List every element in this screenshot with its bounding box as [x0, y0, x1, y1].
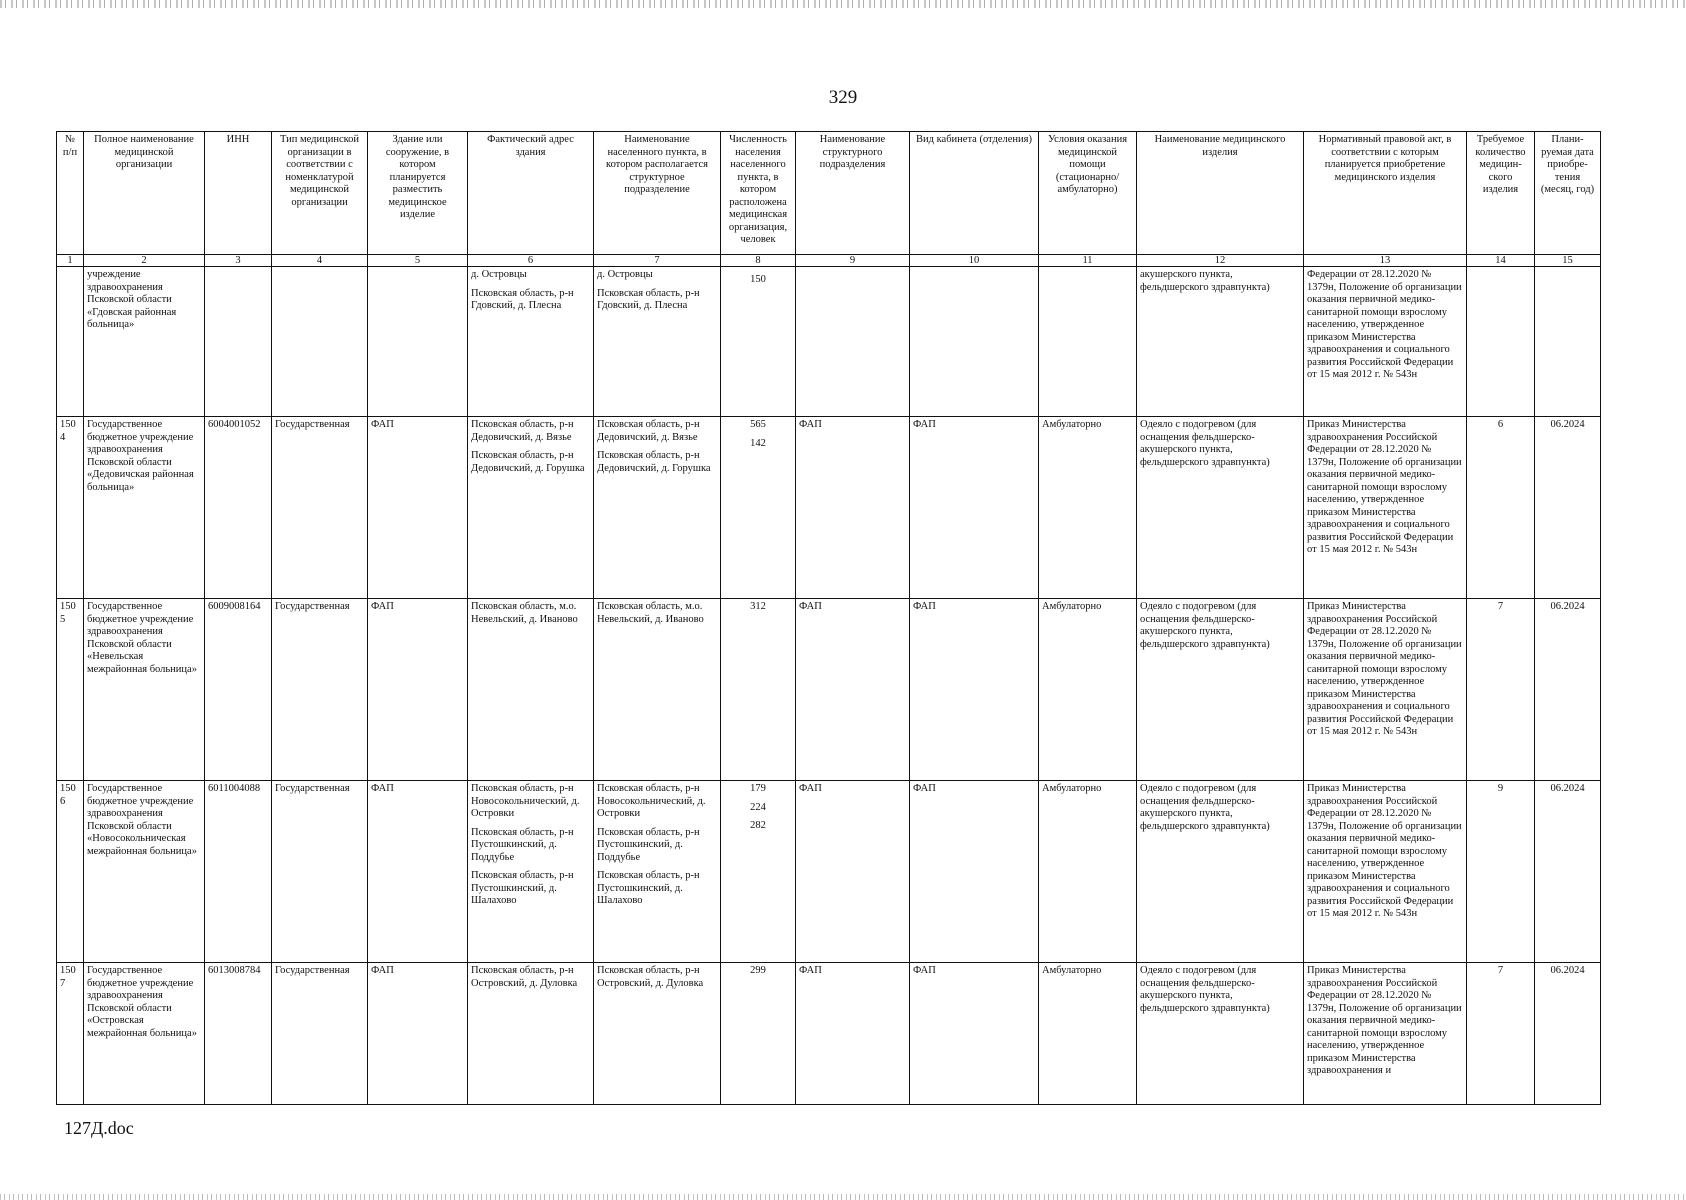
- header-row: [57, 132, 1601, 255]
- settlement-block: д. Островцы: [597, 269, 653, 280]
- header-cell: Фактический адрес здания: [468, 132, 594, 255]
- inn-cell: [205, 267, 272, 417]
- building-cell: ФАП: [368, 963, 468, 1105]
- cabinet-cell: [910, 267, 1039, 417]
- row-number-cell: 1506: [57, 781, 84, 963]
- table-row: [57, 781, 1601, 963]
- address-cell: [468, 781, 594, 963]
- population-value: 179: [750, 783, 766, 794]
- unit-cell: ФАП: [796, 963, 910, 1105]
- inn-cell: 6011004088: [205, 781, 272, 963]
- legal-act-cell: Федерации от 28.12.2020 № 1379н, Положение об организации оказания первичной медико-санитарной помощи взрослому населению, утвержденное приказом Министерства здравоохранения и социального развития Российской Федерации от 15 мая 2012 г. № 543н: [1304, 267, 1467, 417]
- table-row: [57, 963, 1601, 1105]
- conditions-cell: Амбулаторно: [1039, 781, 1137, 963]
- purchase-date-cell: 06.2024: [1535, 781, 1601, 963]
- population-value: 142: [750, 437, 766, 449]
- header-cell: Численность населения населенного пункта, в котором расположена медицинская организация, человек: [721, 132, 796, 255]
- device-cell: Одеяло с подогревом (для оснащения фельдшерско-акушерского пункта, фельдшерского здравпункта): [1137, 417, 1304, 599]
- settlement-block: Псковская область, р-н Новосокольнический, д. Островки: [597, 783, 706, 819]
- inn-cell: 6004001052: [205, 417, 272, 599]
- column-number: 5: [368, 255, 468, 267]
- settlement-block: Псковская область, р-н Гдовский, д. Плесна: [597, 287, 700, 311]
- device-cell: Одеяло с подогревом (для оснащения фельдшерско-акушерского пункта, фельдшерского здравпункта): [1137, 781, 1304, 963]
- address-block: Псковская область, р-н Новосокольнический, д. Островки: [471, 783, 580, 819]
- address-block: Псковская область, м.о. Невельский, д. Иваново: [471, 601, 578, 625]
- unit-cell: ФАП: [796, 599, 910, 781]
- unit-cell: ФАП: [796, 417, 910, 599]
- org-name-cell: Государственное бюджетное учреждение здравоохранения Псковской области «Новосокольническая межрайонная больница»: [84, 781, 205, 963]
- settlement-block: Псковская область, р-н Дедовичский, д. Вязье: [597, 419, 700, 443]
- device-cell: Одеяло с подогревом (для оснащения фельдшерско-акушерского пункта, фельдшерского здравпункта): [1137, 963, 1304, 1105]
- settlement-cell: [594, 267, 721, 417]
- population-cell: [721, 963, 796, 1105]
- header-cell: Условия оказания медицинской помощи (стационарно/ амбулаторно): [1039, 132, 1137, 255]
- cabinet-cell: ФАП: [910, 963, 1039, 1105]
- purchase-date-cell: 06.2024: [1535, 599, 1601, 781]
- column-number: 10: [910, 255, 1039, 267]
- header-cell: Нормативный правовой акт, в соответствии с которым планируется приобретение медицинского изделия: [1304, 132, 1467, 255]
- column-number: 2: [84, 255, 205, 267]
- row-number-cell: 1504: [57, 417, 84, 599]
- column-number: 12: [1137, 255, 1304, 267]
- org-name-cell: Государственное бюджетное учреждение здравоохранения Псковской области «Невельская межрайонная больница»: [84, 599, 205, 781]
- address-block: д. Островцы: [471, 269, 527, 280]
- row-number-cell: [57, 267, 84, 417]
- population-value: 565: [750, 419, 766, 430]
- org-type-cell: Государственная: [272, 963, 368, 1105]
- header-cell: № п/п: [57, 132, 84, 255]
- device-cell: акушерского пункта, фельдшерского здравпункта): [1137, 267, 1304, 417]
- column-number: 14: [1467, 255, 1535, 267]
- cabinet-cell: ФАП: [910, 417, 1039, 599]
- address-block: Псковская область, р-н Пустошкинский, д. Шалахово: [471, 870, 574, 906]
- header-cell: Вид кабинета (отделения): [910, 132, 1039, 255]
- conditions-cell: [1039, 267, 1137, 417]
- table-row: [57, 599, 1601, 781]
- scan-edge-top: [0, 0, 1686, 8]
- legal-act-cell: Приказ Министерства здравоохранения Российской Федерации от 28.12.2020 № 1379н, Положение об организации оказания первичной медико-санитарной помощи взрослому населению, утвержденное приказом Министерства здравоохранения и: [1304, 963, 1467, 1105]
- org-name-cell: учреждение здравоохранения Псковской области «Гдовская районная больница»: [84, 267, 205, 417]
- settlement-block: Псковская область, р-н Пустошкинский, д. Шалахово: [597, 870, 700, 906]
- page-number: 329: [828, 87, 858, 108]
- address-cell: [468, 963, 594, 1105]
- table-row: [57, 417, 1601, 599]
- building-cell: ФАП: [368, 599, 468, 781]
- column-number-row: [57, 255, 1601, 267]
- cabinet-cell: ФАП: [910, 781, 1039, 963]
- medical-equipment-table: [56, 131, 1601, 1105]
- settlement-block: Псковская область, м.о. Невельский, д. Иваново: [597, 601, 704, 625]
- legal-act-cell: Приказ Министерства здравоохранения Российской Федерации от 28.12.2020 № 1379н, Положение об организации оказания первичной медико-санитарной помощи взрослому населению, утвержденное приказом Министерства здравоохранения и социального развития Российской Федерации от 15 мая 2012 г. № 543н: [1304, 781, 1467, 963]
- unit-cell: [796, 267, 910, 417]
- row-number-cell: 1505: [57, 599, 84, 781]
- org-name-cell: Государственное бюджетное учреждение здравоохранения Псковской области «Островская межрайонная больница»: [84, 963, 205, 1105]
- address-cell: [468, 267, 594, 417]
- header-cell: Здание или сооружение, в котором планируется разместить медицинское изделие: [368, 132, 468, 255]
- settlement-block: Псковская область, р-н Пустошкинский, д. Поддубье: [597, 826, 700, 863]
- document-filename: 127Д.doc: [64, 1118, 134, 1138]
- settlement-cell: [594, 599, 721, 781]
- column-number: 13: [1304, 255, 1467, 267]
- quantity-cell: 6: [1467, 417, 1535, 599]
- settlement-block: Псковская область, р-н Дедовичский, д. Горушка: [597, 450, 711, 474]
- building-cell: ФАП: [368, 781, 468, 963]
- header-cell: Наименование медицинского изделия: [1137, 132, 1304, 255]
- address-block: Псковская область, р-н Дедовичский, д. Горушка: [471, 450, 585, 474]
- quantity-cell: 7: [1467, 599, 1535, 781]
- address-cell: [468, 599, 594, 781]
- unit-cell: ФАП: [796, 781, 910, 963]
- address-block: Псковская область, р-н Пустошкинский, д. Поддубье: [471, 826, 574, 863]
- address-block: Псковская область, р-н Островский, д. Дуловка: [471, 965, 578, 989]
- quantity-cell: 9: [1467, 781, 1535, 963]
- column-number: 9: [796, 255, 910, 267]
- population-value: 150: [750, 274, 766, 285]
- column-number: 7: [594, 255, 721, 267]
- quantity-cell: 7: [1467, 963, 1535, 1105]
- header-cell: Плани-руемая дата приобре-тения (месяц, год): [1535, 132, 1601, 255]
- population-cell: [721, 781, 796, 963]
- settlement-block: Псковская область, р-н Островский, д. Дуловка: [597, 965, 704, 989]
- population-cell: [721, 267, 796, 417]
- column-number: 3: [205, 255, 272, 267]
- conditions-cell: Амбулаторно: [1039, 599, 1137, 781]
- org-name-cell: Государственное бюджетное учреждение здравоохранения Псковской области «Дедовичская районная больница»: [84, 417, 205, 599]
- device-cell: Одеяло с подогревом (для оснащения фельдшерско-акушерского пункта, фельдшерского здравпункта): [1137, 599, 1304, 781]
- purchase-date-cell: [1535, 267, 1601, 417]
- column-number: 15: [1535, 255, 1601, 267]
- org-type-cell: Государственная: [272, 417, 368, 599]
- address-cell: [468, 417, 594, 599]
- settlement-cell: [594, 963, 721, 1105]
- row-number-cell: 1507: [57, 963, 84, 1105]
- scan-edge-bottom: [0, 1194, 1686, 1200]
- population-value: 299: [750, 965, 766, 976]
- column-number: 8: [721, 255, 796, 267]
- column-number: 1: [57, 255, 84, 267]
- legal-act-cell: Приказ Министерства здравоохранения Российской Федерации от 28.12.2020 № 1379н, Положение об организации оказания первичной медико-санитарной помощи взрослому населению, утвержденное приказом Министерства здравоохранения и социального развития Российской Федерации от 15 мая 2012 г. № 543н: [1304, 417, 1467, 599]
- purchase-date-cell: 06.2024: [1535, 417, 1601, 599]
- header-cell: ИНН: [205, 132, 272, 255]
- header-cell: Тип медицинской организации в соответствии с номенклатурой медицинской организации: [272, 132, 368, 255]
- population-value: 282: [750, 820, 766, 831]
- inn-cell: 6009008164: [205, 599, 272, 781]
- settlement-cell: [594, 781, 721, 963]
- column-number: 6: [468, 255, 594, 267]
- population-value: 312: [750, 601, 766, 612]
- cabinet-cell: ФАП: [910, 599, 1039, 781]
- quantity-cell: [1467, 267, 1535, 417]
- address-block: Псковская область, р-н Гдовский, д. Плесна: [471, 287, 574, 311]
- inn-cell: 6013008784: [205, 963, 272, 1105]
- org-type-cell: [272, 267, 368, 417]
- header-cell: Наименование населенного пункта, в котором располагается структурное подразделение: [594, 132, 721, 255]
- org-type-cell: Государственная: [272, 781, 368, 963]
- table-row-continuation: [57, 267, 1601, 417]
- conditions-cell: Амбулаторно: [1039, 963, 1137, 1105]
- population-cell: [721, 599, 796, 781]
- building-cell: ФАП: [368, 417, 468, 599]
- org-type-cell: Государственная: [272, 599, 368, 781]
- address-block: Псковская область, р-н Дедовичский, д. Вязье: [471, 419, 574, 443]
- settlement-cell: [594, 417, 721, 599]
- header-cell: Требуемое количество медицин-ского изделия: [1467, 132, 1535, 255]
- header-cell: Полное наименование медицинской организации: [84, 132, 205, 255]
- legal-act-cell: Приказ Министерства здравоохранения Российской Федерации от 28.12.2020 № 1379н, Положение об организации оказания первичной медико-санитарной помощи взрослому населению, утвержденное приказом Министерства здравоохранения и социального развития Российской Федерации от 15 мая 2012 г. № 543н: [1304, 599, 1467, 781]
- building-cell: [368, 267, 468, 417]
- purchase-date-cell: 06.2024: [1535, 963, 1601, 1105]
- header-cell: Наименование структурного подразделения: [796, 132, 910, 255]
- population-value: 224: [750, 801, 766, 813]
- population-cell: [721, 417, 796, 599]
- column-number: 4: [272, 255, 368, 267]
- column-number: 11: [1039, 255, 1137, 267]
- conditions-cell: Амбулаторно: [1039, 417, 1137, 599]
